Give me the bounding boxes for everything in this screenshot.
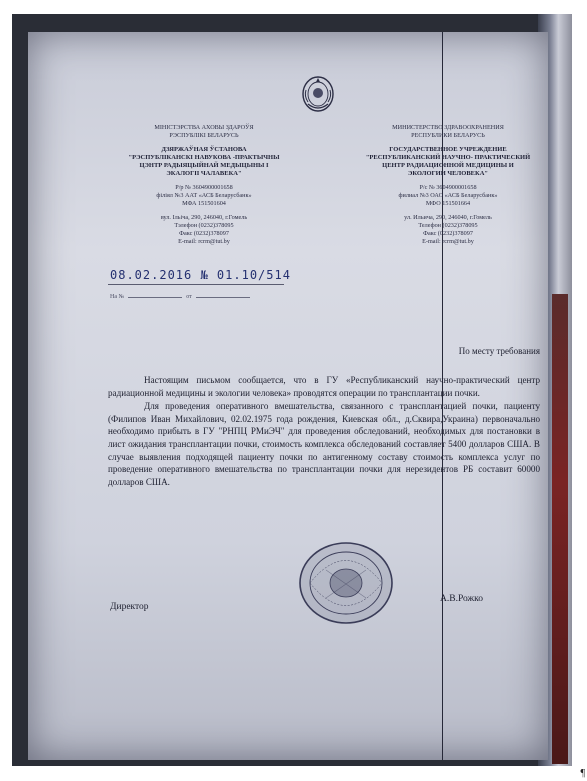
fax-by: Факс (0232)378097 xyxy=(179,230,229,237)
bank-by: філіял №3 ААТ «АСБ Беларусбанк» xyxy=(156,192,252,199)
institution-name-by-1: "РЭСПУБЛІКАНСКІ НАВУКОВА -ПРАКТЫЧНЫ xyxy=(128,154,280,161)
reference-underline xyxy=(108,284,284,285)
outgoing-reference-handwritten: 08.02.2016 № 01.10/514 xyxy=(110,268,291,282)
letterhead-russian xyxy=(358,124,538,246)
account-by: Р/р № 3604900001658 xyxy=(175,184,233,191)
photo-frame xyxy=(12,14,572,766)
mfo-ru: МФО 151501664 xyxy=(425,200,471,207)
republic-ru: РЕСПУБЛИКИ БЕЛАРУСЬ xyxy=(411,132,485,139)
signatory-name: А.В.Рожко xyxy=(440,594,483,604)
ministry-ru: МИНИСТЕРСТВО ЗДРАВООХРАНЕНИЯ xyxy=(392,124,504,131)
address-ru: ул. Ильича, 290, 246040, г.Гомель xyxy=(404,214,492,221)
ministry-by: МІНІСТЭРСТВА АХОВЫ ЗДАРОЎЯ xyxy=(154,124,254,131)
fax-ru: Факс (0232)378097 xyxy=(423,230,473,237)
republic-by: РЭСПУБЛІКІ БЕЛАРУСЬ xyxy=(169,132,239,139)
state-emblem-icon xyxy=(300,74,336,114)
incoming-ref-from: от xyxy=(186,294,192,300)
email-by: E-mail: rcrm@tut.by xyxy=(178,238,230,245)
background-red-object xyxy=(552,294,568,764)
account-ru: Р/с № 3604900001658 xyxy=(419,184,477,191)
incoming-ref-prefix: На № xyxy=(110,294,125,300)
paragraph-mark: ¶ xyxy=(580,768,585,779)
address-by: вул. Ільіча, 290, 246040, г.Гомель xyxy=(160,214,248,221)
letterhead-belarusian xyxy=(104,124,304,246)
addressee: По месту требования xyxy=(458,346,540,356)
letter-body xyxy=(108,374,540,489)
institution-type-ru: ГОСУДАРСТВЕННОЕ УЧРЕЖДЕНИЕ xyxy=(389,146,507,153)
institution-name-by-2: ЦЭНТР РАДЫЯЦЫЙНАЙ МЕДЫЦЫНЫ І xyxy=(139,162,269,169)
mfo-by: МФА 151501604 xyxy=(182,200,226,207)
institution-name-by-3: ЭКАЛОГІІ ЧАЛАВЕКА" xyxy=(166,170,242,177)
institution-name-ru-3: ЭКОЛОГИИ ЧЕЛОВЕКА" xyxy=(407,170,489,177)
phone-ru: Телефон (0232)378095 xyxy=(418,222,478,229)
phone-by: Тэлефон (0232)378095 xyxy=(174,222,234,229)
official-seal-icon xyxy=(296,540,396,626)
email-ru: E-mail: rcrm@tut.by xyxy=(422,238,474,245)
institution-type-by: ДЗЯРЖАЎНАЯ ЎСТАНОВА xyxy=(161,146,247,153)
signatory-title: Директор xyxy=(110,602,149,612)
paragraph-2: Для проведения оперативного вмешательства, связанного с трансплантацией почки, пациенту (Филипов Иван Михайлович, 02.02.1975 года рождения, Киевская обл., д.Сквира,Украина) первоначально необходимо прибыть в ГУ "РНПЦ РМиЭЧ" для проведения обследований, необходимых для постановки в лист ожидания трансплантации почки, стоимость комплекса обследований составляет 5400 долларов США. В случае выявления подходящей пациенту почки по антигенному составу стоимость комплекса услуг по проведение оперативного вмешательства по трансплантации почки для нерезидентов РБ составит 60000 долларов США. xyxy=(108,401,540,487)
letter-page xyxy=(28,32,548,760)
institution-name-ru-1: "РЕСПУБЛИКАНСКИЙ НАУЧНО- ПРАКТИЧЕСКИЙ xyxy=(365,154,531,161)
paragraph-1: Настоящим письмом сообщается, что в ГУ «Республиканский научно-практический центр радиационной медицины и экологии человека» проводятся операции по трансплантации почки. xyxy=(108,375,540,398)
incoming-reference xyxy=(110,294,254,300)
bank-ru: филиал №3 ОАО «АСБ Беларусбанк» xyxy=(398,192,498,199)
institution-name-ru-2: ЦЕНТР РАДИАЦИОННОЙ МЕДИЦИНЫ И xyxy=(382,162,514,169)
